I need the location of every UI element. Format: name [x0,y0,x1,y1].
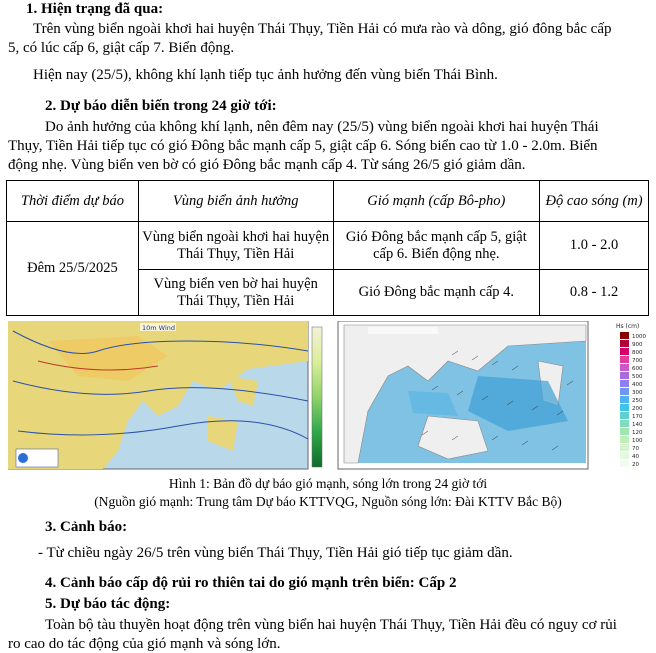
legend-swatch [620,420,629,427]
table-row [7,222,649,270]
forecast-time-cell: Đêm 25/5/2025 [7,222,139,316]
legend-value: 170 [632,414,643,420]
agency-logo-icon [18,453,28,463]
header-forecast-time: Thời điểm dự báo [7,181,139,222]
legend-value: 20 [632,462,639,468]
legend-value: 120 [632,430,643,436]
wind-map [8,321,308,469]
wind-cell: Gió Đông bắc mạnh cấp 4. [333,270,540,316]
legend-swatch [620,332,629,339]
legend-value: 140 [632,422,643,428]
section-3-warning-text: - Từ chiều ngày 26/5 trên vùng biển Thái Thụy, Tiền Hải gió tiếp tục giảm dần. [38,545,513,561]
forecast-maps [8,321,648,476]
figure-caption: Hình 1: Bản đồ dự báo gió mạnh, sóng lớn trong 24 giờ tới [168,476,488,491]
section-1-text-line-2: 5, có lúc cấp 6, giật cấp 7. Biển động. [8,40,235,56]
legend-value: 250 [632,398,643,404]
legend-swatch [620,364,629,371]
legend-value: 1000 [632,334,646,340]
legend-swatch [620,356,629,363]
section-5-heading: 5. Dự báo tác động: [45,596,171,612]
legend-swatch [620,340,629,347]
wave-cell: 1.0 - 2.0 [540,222,649,270]
legend-swatch [620,412,629,419]
header-strong-wind: Gió mạnh (cấp Bô-pho) [333,181,540,222]
legend-value: 700 [632,358,643,364]
legend-value: 900 [632,342,643,348]
header-wave-height: Độ cao sóng (m) [540,181,649,222]
legend-swatch [620,460,629,467]
section-5-text-line-1: Toàn bộ tàu thuyền hoạt động trên vùng biển hai huyện Thái Thụy, Tiền Hải đều có nguy cơ rủi [45,617,617,633]
wind-map-title: 10m Wind [142,324,176,332]
area-cell: Vùng biển ngoài khơi hai huyện Thái Thụy, Tiền Hải [138,222,333,270]
legend-swatch [620,436,629,443]
legend-swatch [620,372,629,379]
legend-swatch [620,452,629,459]
wave-cell: 0.8 - 1.2 [540,270,649,316]
legend-value: 500 [632,374,643,380]
section-1-current-status: Hiện nay (25/5), không khí lạnh tiếp tục ảnh hưởng đến vùng biển Thái Bình. [33,67,498,83]
section-2-text-line-1: Do ảnh hưởng của không khí lạnh, nên đêm nay (25/5) vùng biển ngoài khơi hai huyện Thái [45,119,599,135]
section-2-text-line-3: động nhẹ. Vùng biển ven bờ có gió Đông bắc mạnh cấp 4. Từ sáng 26/5 gió giảm dần. [8,157,526,173]
section-3-heading: 3. Cảnh báo: [45,519,128,535]
forecast-table [6,180,649,316]
legend-swatch [620,404,629,411]
wave-legend-unit: Hs (cm) [616,323,640,330]
legend-swatch [620,348,629,355]
figure-source: (Nguồn gió mạnh: Trung tâm Dự báo KTTVQG, Nguồn sóng lớn: Đài KTTV Bắc Bộ) [94,494,562,509]
wind-color-bar [312,327,322,467]
legend-value: 40 [632,454,639,460]
header-affected-area: Vùng biển ảnh hưởng [138,181,333,222]
legend-value: 600 [632,366,643,372]
section-1-heading: 1. Hiện trạng đã qua: [26,1,164,17]
section-4-heading: 4. Cảnh báo cấp độ rủi ro thiên tai do gió mạnh trên biển: Cấp 2 [45,575,457,591]
forecast-table-header-row [7,181,649,222]
legend-value: 100 [632,438,643,444]
section-2-heading: 2. Dự báo diễn biến trong 24 giờ tới: [45,98,277,114]
legend-swatch [620,428,629,435]
section-5-text-line-2: ro cao do tác động của gió mạnh và sóng lớn. [8,636,281,652]
legend-value: 70 [632,446,639,452]
legend-swatch [620,444,629,451]
legend-swatch [620,396,629,403]
section-1-text-line-1: Trên vùng biển ngoài khơi hai huyện Thái Thụy, Tiền Hải có mưa rào và dông, gió đông bắc cấp [33,21,612,37]
legend-value: 200 [632,406,643,412]
legend-value: 800 [632,350,643,356]
wind-cell: Gió Đông bắc mạnh cấp 5, giật cấp 6. Biển động nhẹ. [333,222,540,270]
legend-swatch [620,380,629,387]
forecast-maps-svg [8,321,648,471]
wave-map [338,321,588,469]
legend-swatch [620,388,629,395]
legend-value: 300 [632,390,643,396]
wave-legend [616,323,646,468]
legend-value: 400 [632,382,643,388]
section-2-text-line-2: Thụy, Tiền Hải tiếp tục có gió Đông bắc mạnh cấp 5, giật cấp 6. Sóng biển cao từ 1.0 - 2.0m. Biển [8,138,598,154]
area-cell: Vùng biển ven bờ hai huyện Thái Thụy, Tiền Hải [138,270,333,316]
